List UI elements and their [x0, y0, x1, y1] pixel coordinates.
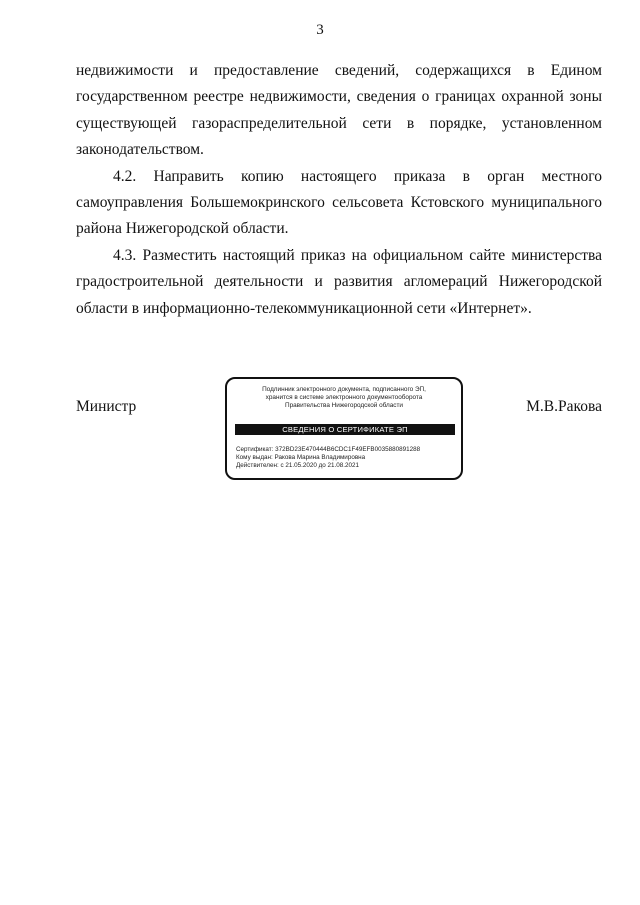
document-body [76, 58, 602, 322]
paragraph-continuation: недвижимости и предоставление сведений, содержащихся в Едином государственном реестре недвижимости, сведения о границах охранной зоны существующей газораспределительной сети в порядке, установленном законодательством. [76, 62, 602, 159]
validity-row [236, 462, 458, 470]
certificate-info-bar: СВЕДЕНИЯ О СЕРТИФИКАТЕ ЭП [235, 424, 455, 435]
paragraph-4-2: 4.2. Направить копию настоящего приказа в орган местного самоуправления Большемокринского сельсовета Кстовского муниципального района Нижегородской области. [76, 167, 602, 238]
certificate-label: Сертификат: [236, 446, 274, 453]
electronic-signature-stamp [225, 377, 463, 480]
certificate-value: 372BD23E470444B6CDC1F49EFB0035880891288 [275, 446, 421, 453]
certificate-details [236, 446, 458, 471]
validity-label: Действителен: [236, 462, 279, 470]
page-number: 3 [316, 22, 324, 38]
paragraph-4-3: 4.3. Разместить настоящий приказ на официальном сайте министерства градостроительной деятельности и развития агломераций Нижегородской области в информационно-телекоммуникационной сети «Интернет». [76, 246, 602, 317]
validity-value: с 21.05.2020 до 21.08.2021 [280, 462, 360, 470]
stamp-header [227, 386, 461, 411]
stamp-header-line: хранится в системе электронного документооборота [265, 394, 423, 402]
stamp-header-line: Подлинник электронного документа, подписанного ЭП, [262, 386, 426, 393]
issued-to-value: Ракова Марина Владимировна [274, 454, 366, 462]
signatory-title: Министр [76, 398, 137, 415]
signatory-name: М.В.Ракова [526, 398, 602, 415]
certificate-row [236, 446, 458, 454]
stamp-header-line: Правительства Нижегородской области [284, 402, 404, 410]
issued-to-label: Кому выдан: [236, 454, 273, 462]
